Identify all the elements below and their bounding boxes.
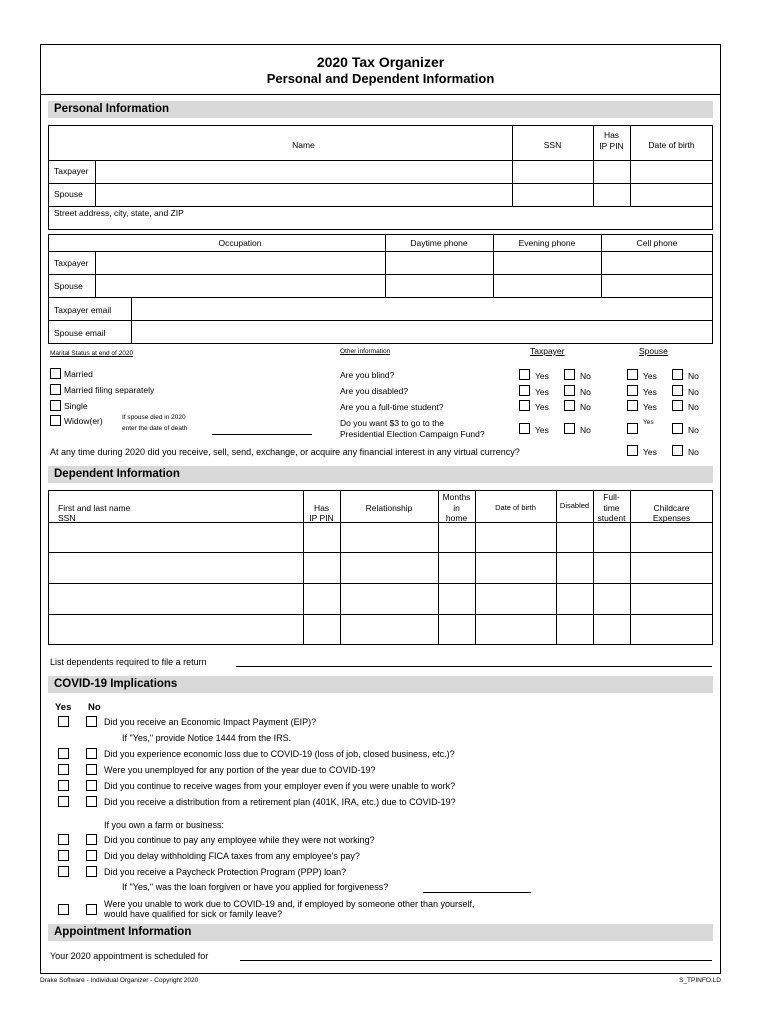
- spouse-student-yes-checkbox[interactable]: [627, 400, 638, 411]
- taxpayer-student-yes-checkbox[interactable]: [519, 400, 530, 411]
- taxpayer-column-heading: Taxpayer: [530, 346, 565, 356]
- spouse-campaign-no-checkbox[interactable]: [672, 423, 683, 434]
- covid-wages-no-checkbox[interactable]: [86, 780, 97, 791]
- spouse-cell-phone-field[interactable]: [602, 275, 713, 297]
- spouse-blind-no-checkbox[interactable]: [672, 369, 683, 380]
- col-occupation-header: Occupation: [218, 238, 262, 248]
- dep-col-student-header-3: student: [597, 513, 626, 523]
- widower-label: Widow(er): [64, 416, 103, 426]
- section-covid-19-implications: COVID-19 Implications: [48, 676, 713, 693]
- q-loss-text: Did you experience economic loss due to COVID-19 (loss of job, closed business, etc.)?: [104, 749, 455, 759]
- single-checkbox[interactable]: [50, 400, 61, 411]
- dependent-row[interactable]: [49, 553, 713, 583]
- section-personal-information: Personal Information: [48, 101, 713, 118]
- taxpayer-campaign-yes-checkbox[interactable]: [519, 423, 530, 434]
- taxpayer-ssn-field[interactable]: [513, 161, 593, 183]
- spouse-disabled-no-checkbox[interactable]: [672, 385, 683, 396]
- dep-col-months-header-3: home: [445, 513, 468, 523]
- dep-col-childcare-header-1: Childcare: [653, 503, 690, 513]
- no-label: No: [580, 402, 591, 412]
- street-address-field[interactable]: [49, 218, 712, 230]
- col-ippin-header-1: Has: [603, 130, 620, 140]
- dep-col-childcare-header-2: Expenses: [652, 513, 691, 523]
- covid-fica-no-checkbox[interactable]: [86, 850, 97, 861]
- spouse-daytime-phone-field[interactable]: [386, 275, 493, 297]
- dependent-row[interactable]: [49, 523, 713, 552]
- covid-loss-no-checkbox[interactable]: [86, 748, 97, 759]
- taxpayer-evening-phone-field[interactable]: [494, 252, 601, 274]
- dependent-row[interactable]: [49, 615, 713, 645]
- yes-label: Yes: [535, 387, 549, 397]
- single-label: Single: [64, 401, 88, 411]
- taxpayer-email-label: Taxpayer email: [54, 305, 112, 315]
- no-label: No: [580, 425, 591, 435]
- appointment-scheduled-label: Your 2020 appointment is scheduled for: [50, 951, 209, 961]
- q-sick-leave-text-1: Were you unable to work due to COVID-19 and, if employed by someone other than yourself,: [104, 899, 475, 909]
- spouse-ssn-field[interactable]: [513, 184, 593, 206]
- q-disabled-label: Are you disabled?: [340, 386, 409, 396]
- married-checkbox[interactable]: [50, 368, 61, 379]
- other-information-heading: Other information: [340, 348, 391, 355]
- covid-ppp-yes-checkbox[interactable]: [58, 866, 69, 877]
- q-student-label: Are you a full-time student?: [340, 402, 444, 412]
- dep-col-name-header: First and last name: [58, 503, 131, 513]
- covid-ppp-no-checkbox[interactable]: [86, 866, 97, 877]
- dependent-row[interactable]: [49, 584, 713, 614]
- taxpayer-disabled-yes-checkbox[interactable]: [519, 385, 530, 396]
- marital-status-heading: Marital Status at end of 2020: [50, 350, 134, 357]
- yes-label: Yes: [643, 387, 657, 397]
- covid-fica-yes-checkbox[interactable]: [58, 850, 69, 861]
- taxpayer-disabled-no-checkbox[interactable]: [564, 385, 575, 396]
- col-name-header: Name: [292, 140, 315, 150]
- covid-pay-employee-yes-checkbox[interactable]: [58, 834, 69, 845]
- virtual-currency-yes-checkbox[interactable]: [627, 445, 638, 456]
- covid-retirement-yes-checkbox[interactable]: [58, 796, 69, 807]
- taxpayer-blind-no-checkbox[interactable]: [564, 369, 575, 380]
- spouse-disabled-yes-checkbox[interactable]: [627, 385, 638, 396]
- footer-copyright: Drake Software - Individual Organizer - Copyright 2020: [40, 977, 199, 984]
- spouse-column-heading: Spouse: [639, 346, 668, 356]
- spouse-evening-phone-field[interactable]: [494, 275, 601, 297]
- appointment-date-field[interactable]: [240, 960, 712, 961]
- spouse-blind-yes-checkbox[interactable]: [627, 369, 638, 380]
- covid-sick-leave-yes-checkbox[interactable]: [58, 904, 69, 915]
- title-divider: [40, 94, 721, 95]
- spouse-occupation-field[interactable]: [96, 275, 385, 297]
- farm-business-intro: If you own a farm or business:: [104, 820, 225, 830]
- covid-eip-yes-checkbox[interactable]: [58, 716, 69, 727]
- q-pay-employee-text: Did you continue to pay any employee while they were not working?: [104, 835, 375, 845]
- yes-label: Yes: [643, 419, 654, 426]
- col-dob-header: Date of birth: [648, 140, 695, 150]
- occ-spouse-label: Spouse: [54, 281, 83, 291]
- taxpayer-occupation-field[interactable]: [96, 252, 385, 274]
- covid-unemployed-no-checkbox[interactable]: [86, 764, 97, 775]
- married-label: Married: [64, 369, 93, 379]
- q-ppp-text: Did you receive a Paycheck Protection Program (PPP) loan?: [104, 867, 347, 877]
- spouse-name-field[interactable]: [96, 184, 512, 206]
- taxpayer-blind-yes-checkbox[interactable]: [519, 369, 530, 380]
- date-of-death-field[interactable]: [212, 434, 312, 435]
- dep-col-relationship-header: Relationship: [365, 503, 413, 513]
- q-fica-text: Did you delay withholding FICA taxes from any employee's pay?: [104, 851, 360, 861]
- married-filing-separately-label: Married filing separately: [64, 385, 155, 395]
- widow-note-line1: If spouse died in 2020: [122, 414, 186, 421]
- q-sick-leave-text-2: would have qualified for sick or family leave?: [104, 909, 283, 919]
- covid-wages-yes-checkbox[interactable]: [58, 780, 69, 791]
- covid-sick-leave-no-checkbox[interactable]: [86, 904, 97, 915]
- covid-no-heading: No: [88, 702, 101, 713]
- spouse-email-field[interactable]: [132, 321, 713, 344]
- virtual-currency-no-checkbox[interactable]: [672, 445, 683, 456]
- street-address-label: Street address, city, state, and ZIP: [54, 208, 184, 218]
- dep-col-ssn-header: SSN: [58, 513, 76, 523]
- no-label: No: [688, 387, 699, 397]
- yes-label: Yes: [643, 447, 657, 457]
- spouse-student-no-checkbox[interactable]: [672, 400, 683, 411]
- dep-col-student-header-1: Full-: [603, 492, 620, 502]
- dep-col-months-header-1: Months: [442, 492, 471, 502]
- q-retirement-text: Did you receive a distribution from a retirement plan (401K, IRA, etc.) due to COVID-19?: [104, 797, 456, 807]
- yes-label: Yes: [643, 371, 657, 381]
- covid-retirement-no-checkbox[interactable]: [86, 796, 97, 807]
- yes-label: Yes: [535, 425, 549, 435]
- form-subtitle: Personal and Dependent Information: [266, 71, 495, 86]
- q-blind-label: Are you blind?: [340, 370, 395, 380]
- no-label: No: [688, 402, 699, 412]
- q-ppp-note: If "Yes," was the loan forgiven or have you applied for forgiveness?: [122, 882, 389, 892]
- spouse-dob-field[interactable]: [631, 184, 713, 206]
- spouse-email-label: Spouse email: [54, 328, 106, 338]
- q-campaign-label-1: Do you want $3 to go to the: [340, 418, 444, 428]
- widower-checkbox[interactable]: [50, 415, 61, 426]
- yes-label: Yes: [643, 402, 657, 412]
- row-taxpayer-label: Taxpayer: [54, 166, 89, 176]
- dep-col-ippin-header-2: IP PIN: [309, 513, 334, 523]
- ppp-forgiveness-field[interactable]: [423, 892, 531, 893]
- occ-taxpayer-label: Taxpayer: [54, 258, 89, 268]
- widow-note-line2: enter the date of death: [122, 425, 188, 432]
- covid-eip-no-checkbox[interactable]: [86, 716, 97, 727]
- no-label: No: [688, 371, 699, 381]
- q-campaign-label-2: Presidential Election Campaign Fund?: [340, 429, 485, 439]
- col-cell-header: Cell phone: [636, 238, 678, 248]
- q-eip-note: If "Yes," provide Notice 1444 from the IRS.: [122, 733, 292, 743]
- no-label: No: [688, 447, 699, 457]
- section-appointment-information: Appointment Information: [48, 924, 713, 941]
- covid-yes-heading: Yes: [55, 702, 72, 713]
- dep-col-student-header-2: time: [603, 503, 620, 513]
- taxpayer-email-field[interactable]: [132, 298, 713, 320]
- col-daytime-header: Daytime phone: [410, 238, 468, 248]
- section-dependent-information: Dependent Information: [48, 466, 713, 483]
- dep-col-ippin-header-1: Has: [313, 503, 330, 513]
- yes-label: Yes: [535, 402, 549, 412]
- dep-col-months-header-2: in: [453, 503, 460, 513]
- virtual-currency-question: At any time during 2020 did you receive, sell, send, exchange, or acquire any financial interest in any virtual currency?: [50, 447, 520, 457]
- row-spouse-label: Spouse: [54, 189, 83, 199]
- married-filing-separately-checkbox[interactable]: [50, 384, 61, 395]
- dep-col-dob-header: Date of birth: [495, 503, 536, 512]
- no-label: No: [688, 425, 699, 435]
- col-evening-header: Evening phone: [518, 238, 576, 248]
- q-wages-text: Did you continue to receive wages from your employer even if you were unable to work?: [104, 781, 456, 791]
- q-unemployed-text: Were you unemployed for any portion of the year due to COVID-19?: [104, 765, 376, 775]
- footer-form-code: S_TPINFO.LD: [679, 977, 721, 984]
- taxpayer-dob-field[interactable]: [631, 161, 713, 183]
- col-ippin-header-2: IP PIN: [599, 141, 624, 151]
- covid-loss-yes-checkbox[interactable]: [58, 748, 69, 759]
- spouse-campaign-yes-checkbox[interactable]: [627, 423, 638, 434]
- form-title: 2020 Tax Organizer: [316, 54, 445, 70]
- yes-label: Yes: [535, 371, 549, 381]
- taxpayer-campaign-no-checkbox[interactable]: [564, 423, 575, 434]
- taxpayer-cell-phone-field[interactable]: [602, 252, 713, 274]
- no-label: No: [580, 387, 591, 397]
- list-dependents-required-field[interactable]: [236, 666, 712, 667]
- taxpayer-name-field[interactable]: [96, 161, 512, 183]
- no-label: No: [580, 371, 591, 381]
- dep-col-disabled-header: Disabled: [559, 501, 590, 510]
- covid-unemployed-yes-checkbox[interactable]: [58, 764, 69, 775]
- q-eip-text: Did you receive an Economic Impact Payment (EIP)?: [104, 717, 317, 727]
- covid-pay-employee-no-checkbox[interactable]: [86, 834, 97, 845]
- taxpayer-student-no-checkbox[interactable]: [564, 400, 575, 411]
- list-dependents-required-label: List dependents required to file a return: [50, 657, 207, 667]
- taxpayer-daytime-phone-field[interactable]: [386, 252, 493, 274]
- col-ssn-header: SSN: [543, 140, 562, 150]
- name-table-hrule: [48, 206, 713, 207]
